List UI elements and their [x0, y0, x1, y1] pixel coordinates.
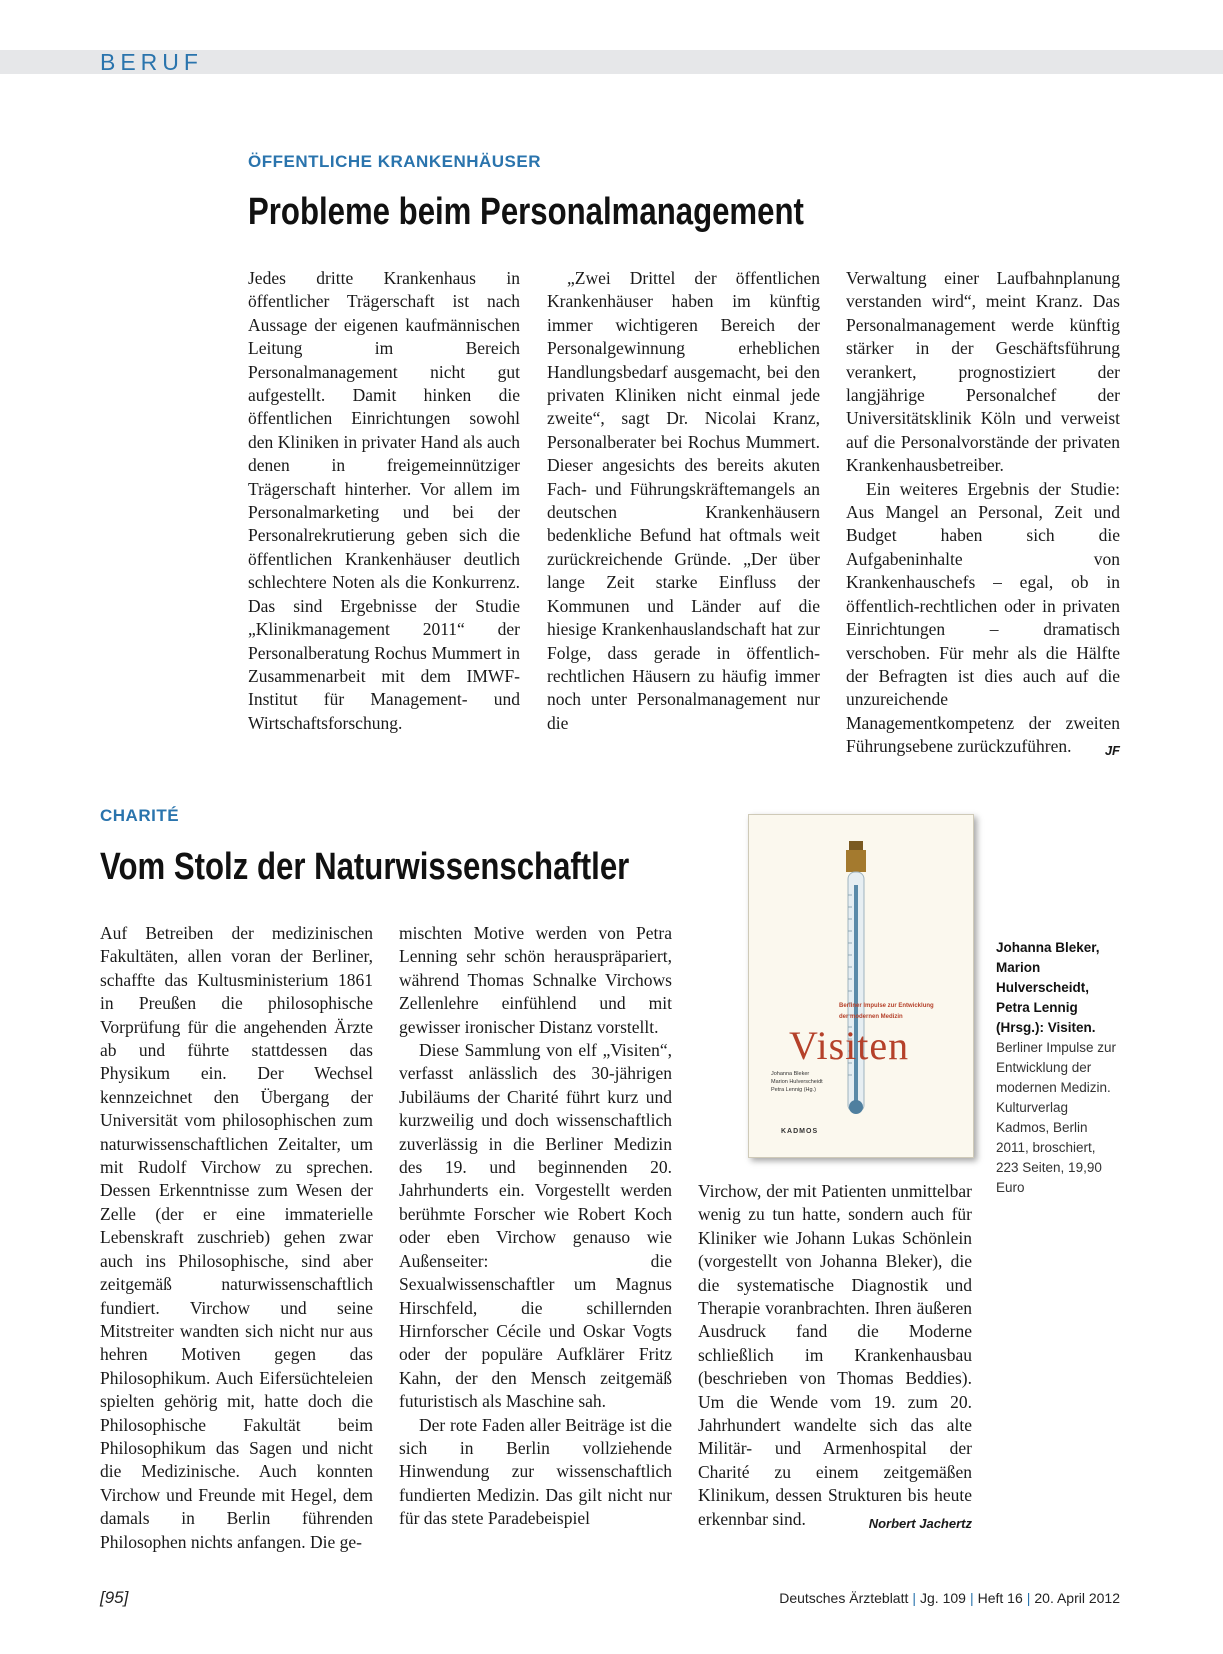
article2-column-3 — [698, 1180, 972, 1535]
paragraph: Verwaltung einer Laufbahnplanung verstanden wird“, meint Kranz. Das Personalmanagement werde künftig stärker in der Geschäftsführung verankert, prognostiziert der langjährige Personalchef der Universitätsklinik Köln und verweist auf die Personalvorstände der privaten Krankenhausbetreiber. — [846, 268, 1120, 476]
book-cover — [748, 814, 974, 1158]
paragraph: Der rote Faden aller Beiträge ist die sich in Berlin vollziehende Hinwendung zur wissenschaftlich fundierten Medizin. Das gilt nicht nur für das stete Paradebeispiel — [399, 1414, 672, 1529]
book-author-1: Johanna Bleker — [771, 1071, 810, 1077]
article1-signature: JF — [1104, 743, 1120, 759]
paragraph: Diese Sammlung von elf „Visiten“, verfasst anlässlich des 30-jährigen Jubiläums der Charité führt kurz und kurzweilig und doch wissenschaftlich zuverlässig in die Berliner Medizin des 19. und beginnenden 20. Jahrhunderts ein. Vorgestellt werden berühmte Forscher wie Robert Koch oder eben Virchow genauso wie Außenseiter: die Sexualwissenschaftler um Magnus Hirschfeld, die schillernden Hirnforscher Cécile und Oskar Vogts oder der populäre Aufklärer Fritz Kahn, der den Mensch zeitgemäß futuristisch als Maschine sah. — [399, 1040, 672, 1412]
footer-volume: Jg. 109 — [920, 1590, 966, 1606]
thermometer-column — [854, 885, 858, 1105]
paragraph-text: Virchow, der mit Patienten unmittelbar wenig zu tun hatte, sondern auch für Kliniker wie Johann Lukas Schönlein (vorgestellt von Johanna Bleker), die die systematische Diagnostik und Therapie voranbrachten. Ihren äußeren Ausdruck fand die Moderne schließlich im Krankenhausbau (beschrieben von Thomas Beddies). Um die Wende vom 19. zum 20. Jahrhundert wandelte sich das alte Militär- und Armenhospital der Charité zu einem zeitgemäßen Klinikum, dessen Strukturen bis heute erkennbar sind. — [698, 1181, 972, 1529]
thermometer-bulb — [849, 1100, 863, 1114]
article2-signature: Norbert Jachertz — [868, 1515, 972, 1531]
footer-magazine: Deutsches Ärzteblatt — [779, 1590, 909, 1606]
paragraph — [846, 478, 1120, 759]
book-caption — [996, 938, 1121, 1198]
book-subtitle-line1: Berliner Impulse zur Entwicklung — [839, 1003, 934, 1009]
paragraph: Jedes dritte Krankenhaus in öffentlicher Trägerschaft ist nach Aussage der eigenen kaufmännischen Leitung im Bereich Personalmanagement nicht gut aufgestellt. Damit hinken die öffentlichen Einrichtungen sowohl den Kliniken in privater Hand als auch denen in freigemeinnütziger Trägerschaft hinterher. Vor allem im Personalmarketing und bei der Personalrekrutierung geben sich die öffentlichen Krankenhäuser deutlich schlechtere Noten als die Konkurrenz. Das sind Ergebnisse der Studie „Klinikmanagement 2011“ der Personalberatung Rochus Mummert in Zusammenarbeit mit dem IMWF-Institut für Management- und Wirtschaftsforschung. — [248, 268, 520, 733]
article1-column-2 — [547, 267, 820, 735]
paragraph: „Zwei Drittel der öffentlichen Krankenhäuser haben im künftig immer wichtigeren Bereich der Personalgewinnung erheblichen Handlungsbedarf ausgemacht, bei den privaten Kliniken nicht einmal jede zweite“, sagt Dr. Nicolai Kranz, Personalberater bei Rochus Mummert. Dieser angesichts des bereits akuten Fach- und Führungskräftemangels an deutschen Krankenhäusern bedenkliche Befund hat oftmals weit zurückreichende Gründe. „Der über lange Zeit starke Einfluss der Kommunen und Länder auf die hiesige Krankenhauslandschaft hat zur Folge, dass gerade in öffentlich-rechtlichen Häusern zu häufig immer noch unter Personalmanagement nur die — [547, 268, 820, 733]
footer-separator: | — [912, 1590, 917, 1606]
book-subtitle-line2: der modernen Medizin — [839, 1014, 903, 1020]
paragraph-text: Ein weiteres Ergebnis der Studie: Aus Mangel an Personal, Zeit und Budget haben sich die Aufgabeninhalte von Krankenhauschefs – egal, ob in öffentlich-rechtlichen oder in privaten Einrichtungen – dramatisch verschoben. Für mehr als die Hälfte der Befragten ist dies auch auf die unzureichende Managementkompetenz der zweiten Führungsebene zurückzuführen. — [846, 478, 1120, 757]
book-publisher: KADMOS — [781, 1128, 819, 1135]
thermometer-cap-base — [846, 850, 866, 872]
page-number: [95] — [100, 1588, 129, 1607]
paragraph: mischten Motive werden von Petra Lenning sehr schön herauspräpariert, während Thomas Schnalke Virchows Zellenlehre einfühlend und mit gewisser ironischer Distanz vorstellt. — [399, 923, 672, 1037]
book-author-2: Marion Hulverscheidt — [771, 1079, 823, 1085]
article2-headline: Vom Stolz der Naturwissenschaftler — [100, 846, 630, 888]
article2-kicker: CHARITÉ — [100, 806, 180, 825]
footer-date: 20. April 2012 — [1034, 1590, 1120, 1606]
footer-publication-info — [779, 1590, 1120, 1606]
thermometer-cap — [849, 841, 863, 851]
article1-column-1 — [248, 267, 520, 735]
footer-separator: | — [969, 1590, 974, 1606]
paragraph — [698, 1180, 972, 1531]
article1-column-3 — [846, 267, 1120, 763]
book-title: Visiten — [789, 1023, 910, 1068]
article1-headline: Probleme beim Personalmanagement — [248, 191, 804, 233]
footer-issue: Heft 16 — [977, 1590, 1023, 1606]
book-caption-bold: Johanna Bleker, Marion Hulverscheidt, Petra Lennig (Hrsg.): Visiten. — [996, 940, 1100, 1035]
article1-kicker: ÖFFENTLICHE KRANKENHÄUSER — [248, 152, 541, 171]
book-author-3: Petra Lennig (Hg.) — [771, 1087, 816, 1093]
book-caption-text: Berliner Impulse zur Entwicklung der modernen Medizin. Kulturverlag Kadmos, Berlin 2011, broschiert, 223 Seiten, 19,90 Euro — [996, 1040, 1117, 1195]
article2-column-2 — [399, 922, 672, 1531]
paragraph: Auf Betreiben der medizinischen Fakultäten, allen voran der Berliner, schaffte das Kultusministerium 1861 in Preußen die philosophische Vorprüfung für die angehenden Ärzte ab und führte stattdessen das Physikum ein. Der Wechsel kennzeichnet den Übergang der Universität vom philosophischen zum naturwissenschaftlichen Zeitalter, um mit Rudolf Virchow zu sprechen. Dessen Erkenntnisse zum Wesen der Zelle (der er eine immaterielle Lebenskraft zuschrieb) gehen zwar auch ins Philosophische, sind aber zeitgemäß naturwissenschaftlich fundiert. Virchow und seine Mitstreiter wandten sich nicht nur aus hehren Motiven gegen das Philosophikum. Auch Eifersüchteleien spielten gehörig mit, hatte doch die Philosophische Fakultät beim Philosophikum das Sagen und nicht die Medizinische. Auch konnten Virchow und Freunde mit Hegel, dem damals in Berlin führenden Philosophen nichts anfangen. Die ge- — [100, 923, 373, 1552]
section-label: BERUF — [100, 49, 203, 75]
footer-separator: | — [1026, 1590, 1031, 1606]
thermometer-illustration — [749, 815, 973, 1157]
article2-column-1 — [100, 922, 373, 1554]
